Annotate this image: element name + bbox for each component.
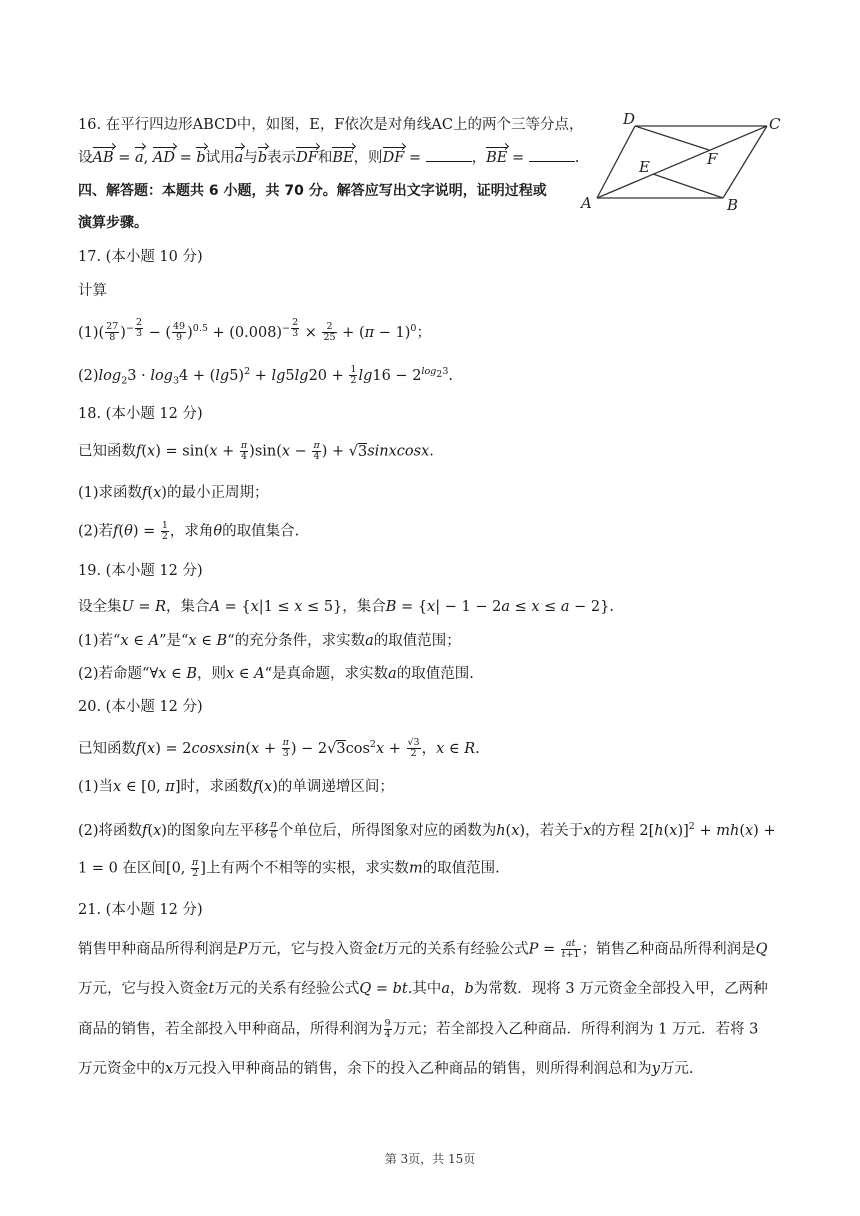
answer-blank-BE[interactable] [529, 149, 575, 162]
parallelogram-figure [575, 108, 805, 218]
q17-intro: 计算 [78, 283, 107, 299]
q20-stmt: 已知函数f(x) = 2cosxsin(x + $\frac{\pi}{3}$ ) − $2√3\cos^2x$ + $\frac{√3}{2}$ ，x ∈ R. [78, 737, 480, 760]
q20-part2a: (2)将函数f(x)的图象向左平移 $\frac{\pi}{6}$ 个单位后，所得图象对应的函数为h(x)，若关于x的方程 $2[h(x)]^2 + mh(x)$ + [78, 819, 776, 842]
q19-part2: (2)若命题“∀x ∈ B，则x ∈ A“是真命题，求实数a的取值范围. [78, 666, 474, 682]
label-F: F [707, 150, 718, 168]
q21-line3: 商品的销售，若全部投入甲种商品，所得利润为 $\frac{9}{4}$ 万元；若全部投入乙种商品．所得利润为 1 万元．若将 3 [78, 1018, 759, 1040]
section4-line1: 四、解答题：本题共 6 小题，共 70 分。解答应写出文字说明，证明过程或 [78, 183, 547, 199]
label-E: E [639, 158, 650, 176]
q17-head: 17. (本小题 10 分) [78, 249, 203, 265]
q18-part2: (2)若f(θ) = $\frac{1}{2}$ ，求角θ的取值集合. [78, 520, 300, 542]
label-A: A [581, 194, 592, 212]
q21-head: 21. (本小题 12 分) [78, 902, 203, 918]
label-C: C [769, 115, 781, 133]
label-B: B [727, 196, 739, 214]
q17-part1: (1)( $\frac{27}{8}$ )$^{- \frac{2}{3}}$ − ( $\frac{49}{9}$ )$^{0.5} + (0.008)^{- \frac{2}{3}}$ × $\frac{2}{25}$ + $(\pi - 1)^0$； [78, 317, 431, 344]
q18-part1: (1)求函数f(x)的最小正周期； [78, 485, 269, 501]
page-footer: 第 3页，共 15页 [384, 1152, 476, 1166]
q17-part2: $(2)\log_23 \cdot \log_34 + (\lg 5)^2 + \lg 5\lg 20$ + $\frac{1}{2}$ $\lg 16 - 2^{log_23}$. [78, 364, 453, 387]
q20-head: 20. (本小题 12 分) [78, 699, 203, 715]
q19-head: 19. (本小题 12 分) [78, 563, 203, 579]
q20-part2b: 1 = 0 在区间[0, $\frac{\pi}{2}$ ]上有两个不相等的实根，求实数m的取值范围. [78, 857, 500, 879]
q19-stmt: 设全集U = R，集合A = {x|1 ≤ x ≤ 5}，集合B = {x| − 1 − 2a ≤ x ≤ a − 2}. [78, 599, 614, 615]
label-D: D [623, 110, 636, 128]
q18-stmt: 已知函数f(x) = sin(x + $\frac{\pi}{4}$ )sin(x − $\frac{\pi}{4}$ ) + √3sinxcosx. [78, 440, 434, 462]
q16-line1: 16. 在平行四边形ABCD中，如图，E，F依次是对角线AC上的两个三等分点， [78, 117, 584, 133]
q21-line4: 万元资金中的x万元投入甲种商品的销售，余下的投入乙种商品的销售，则所得利润总和为y万元. [78, 1061, 694, 1077]
q20-part1: (1)当x ∈ [0, π]时，求函数f(x)的单调递增区间； [78, 779, 394, 795]
q21-line2: 万元，它与投入资金t万元的关系有经验公式Q = bt.其中a，b为常数．现将 3 万元资金全部投入甲，乙两种 [78, 981, 768, 997]
q21-line1: 销售甲种商品所得利润是P万元，它与投入资金t万元的关系有经验公式P = $\frac{at}{t+1}$ ；销售乙种商品所得利润是Q [78, 938, 768, 960]
q16-line2: 设AB = a, AD = b试用a与b表示DF和BE，则DF = ，BE = . [78, 150, 580, 166]
q19-part1: (1)若“x ∈ A”是“x ∈ B“的充分条件，求实数a的取值范围； [78, 633, 461, 649]
q18-head: 18. (本小题 12 分) [78, 406, 203, 422]
section4-line2: 演算步骤。 [78, 215, 148, 231]
answer-blank-DF[interactable] [426, 149, 472, 162]
